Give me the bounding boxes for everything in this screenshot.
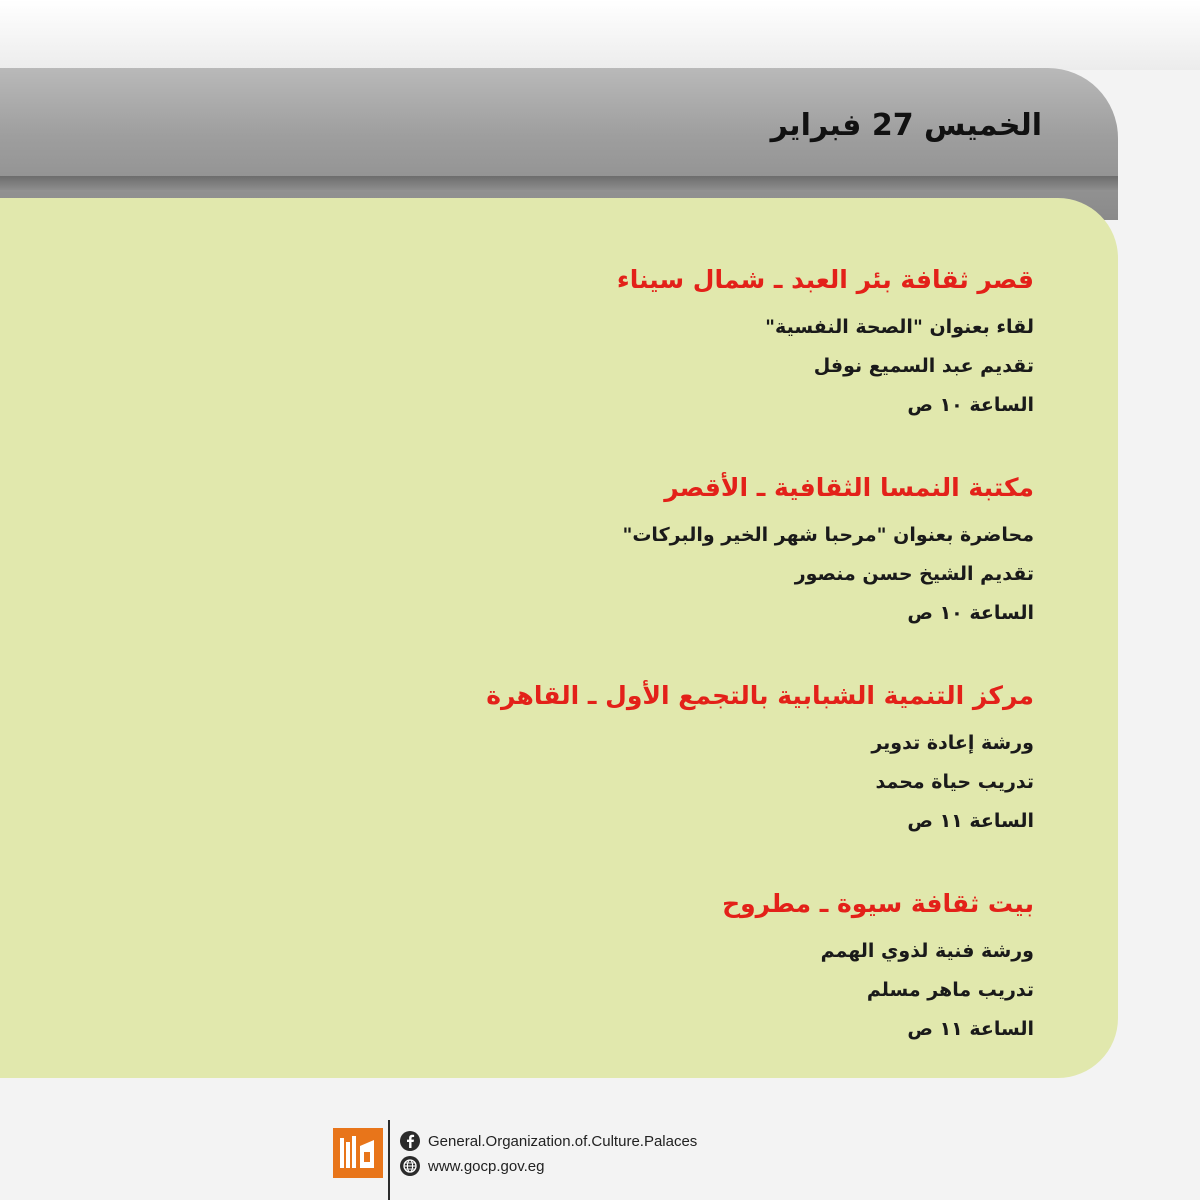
event-time: الساعة ١٠ ص [907,394,1034,416]
event-time: الساعة ١١ ص [907,1018,1034,1040]
date-title: الخميس 27 فبراير [770,108,1042,143]
event-presenter: تقديم الشيخ حسن منصور [794,563,1034,585]
facebook-row[interactable] [400,1129,697,1153]
website-row[interactable] [400,1154,544,1178]
event-presenter: تدريب حياة محمد [875,771,1034,793]
event-title: محاضرة بعنوان "مرحبا شهر الخير والبركات" [622,524,1034,546]
globe-icon[interactable] [400,1156,420,1176]
event-time: الساعة ١٠ ص [907,602,1034,624]
event-venue: مركز التنمية الشبابية بالتجمع الأول ـ القاهرة [486,681,1034,710]
page-background [0,0,1200,70]
event-title: ورشة فنية لذوي الهمم [820,940,1034,962]
event-venue: مكتبة النمسا الثقافية ـ الأقصر [664,473,1034,502]
event-item [334,470,1034,678]
footer [0,1110,1200,1200]
event-title: لقاء بعنوان "الصحة النفسية" [765,316,1034,338]
footer-divider [388,1120,390,1200]
website-link[interactable]: www.gocp.gov.eg [428,1157,545,1175]
event-item [334,262,1034,470]
event-item [334,678,1034,886]
header-stripe [0,176,1118,190]
event-venue: بيت ثقافة سيوة ـ مطروح [722,889,1034,918]
event-title: ورشة إعادة تدوير [871,732,1034,754]
event-presenter: تقديم عبد السميع نوفل [813,355,1034,377]
event-venue: قصر ثقافة بئر العبد ـ شمال سيناء [616,265,1034,294]
event-time: الساعة ١١ ص [907,810,1034,832]
logo-mark-icon [340,1136,376,1170]
facebook-link[interactable]: General.Organization.of.Culture.Palaces [428,1132,698,1150]
facebook-icon[interactable] [400,1131,420,1151]
event-item [334,886,1034,1094]
gocp-logo [333,1128,383,1178]
events-list [334,262,1034,1094]
event-presenter: تدريب ماهر مسلم [866,979,1034,1001]
